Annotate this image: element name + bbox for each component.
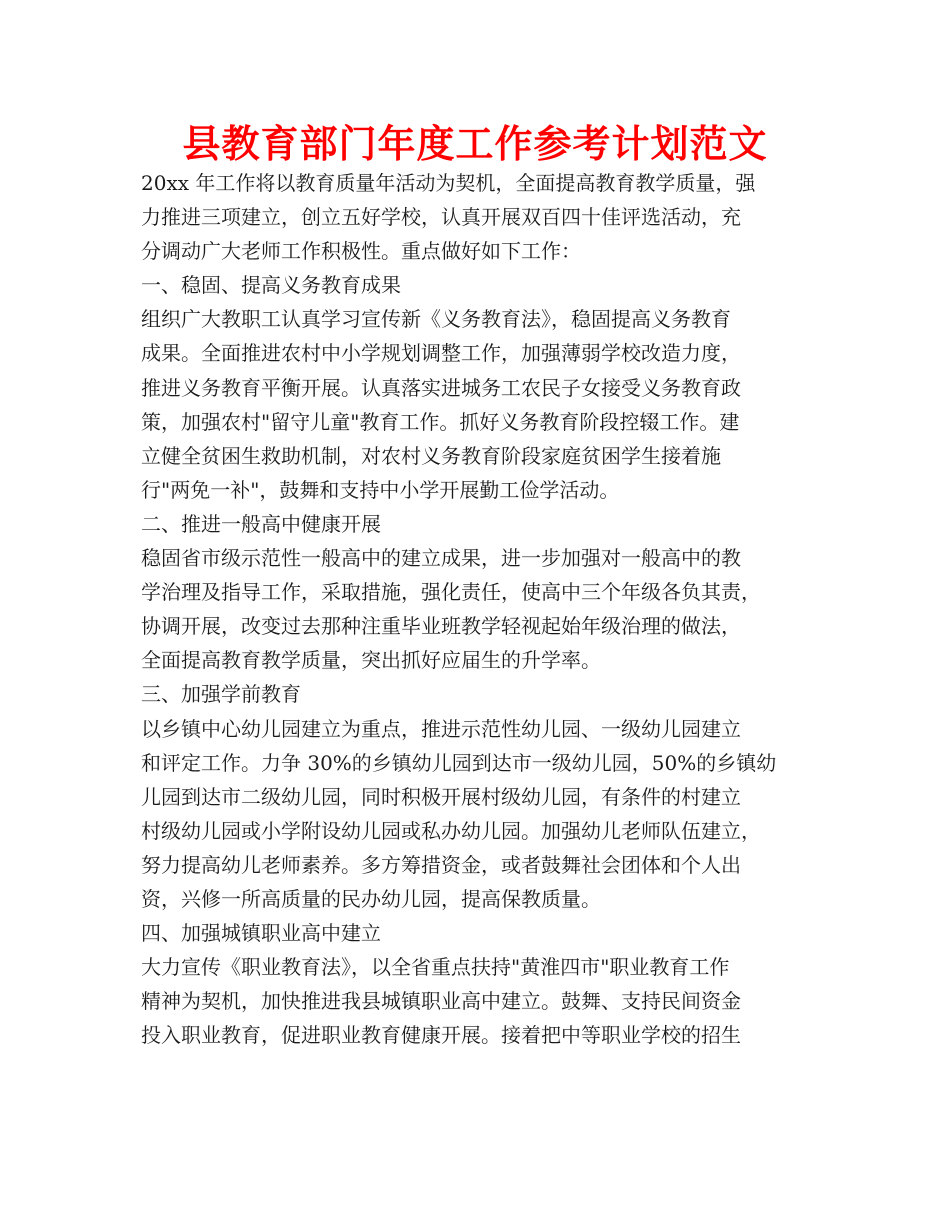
- text-line: 行"两免一补"，鼓舞和支持中小学开展勤工俭学活动。: [141, 477, 620, 502]
- text-line: 立健全贫困生救助机制，对农村义务教育阶段家庭贫困学生接着施: [141, 443, 721, 468]
- text-line: 分调动广大老师工作积极性。重点做好如下工作：: [141, 239, 581, 264]
- text-line: 推进义务教育平衡开展。认真落实进城务工农民子女接受义务教育政: [141, 375, 741, 400]
- text-line: 资，兴修一所高质量的民办幼儿园，提高保教质量。: [141, 886, 601, 911]
- text-line: 成果。全面推进农村中小学规划调整工作，加强薄弱学校改造力度，: [141, 341, 741, 366]
- section-heading: 四、加强城镇职业高中建立: [141, 921, 381, 946]
- text-line: 大力宣传《职业教育法》，以全省重点扶持"黄淮四市"职业教育工作: [141, 955, 730, 980]
- text-line: 精神为契机，加快推进我县城镇职业高中建立。鼓舞、支持民间资金: [141, 989, 741, 1014]
- text-line: 策，加强农村"留守儿童"教育工作。抓好义务教育阶段控辍工作。建: [141, 409, 740, 434]
- text-line: 协调开展，改变过去那种注重毕业班教学轻视起始年级治理的做法，: [141, 614, 741, 639]
- text-line: 投入职业教育，促进职业教育健康开展。接着把中等职业学校的招生: [141, 1023, 741, 1048]
- text-line: 村级幼儿园或小学附设幼儿园或私办幼儿园。加强幼儿老师队伍建立，: [141, 818, 761, 843]
- text-line: 儿园到达市二级幼儿园，同时积极开展村级幼儿园，有条件的村建立: [141, 784, 741, 809]
- text-line: 力推进三项建立，创立五好学校，认真开展双百四十佳评选活动，充: [141, 205, 741, 230]
- text-line: 稳固省市级示范性一般高中的建立成果，进一步加强对一般高中的教: [141, 546, 741, 571]
- text-line: 努力提高幼儿老师素养。多方筹措资金，或者鼓舞社会团体和个人出: [141, 852, 741, 877]
- document-body: [141, 166, 841, 1052]
- text-line: 以乡镇中心幼儿园建立为重点，推进示范性幼儿园、一级幼儿园建立: [141, 716, 741, 741]
- document-title: 县教育部门年度工作参考计划范文: [182, 122, 768, 166]
- section-heading: 一、稳固、提高义务教育成果: [141, 273, 401, 298]
- text-line: 和评定工作。力争 30%的乡镇幼儿园到达市一级幼儿园，50%的乡镇幼: [141, 750, 777, 775]
- text-line: 学治理及指导工作，采取措施，强化责任，使高中三个年级各负其责，: [141, 580, 761, 605]
- text-line: 组织广大教职工认真学习宣传新《义务教育法》，稳固提高义务教育: [141, 307, 731, 332]
- section-heading: 二、推进一般高中健康开展: [141, 511, 381, 536]
- text-line: 全面提高教育教学质量，突出抓好应届生的升学率。: [141, 648, 601, 673]
- text-line: 20xx 年工作将以教育质量年活动为契机，全面提高教育教学质量，强: [141, 171, 756, 195]
- section-heading: 三、加强学前教育: [141, 682, 301, 707]
